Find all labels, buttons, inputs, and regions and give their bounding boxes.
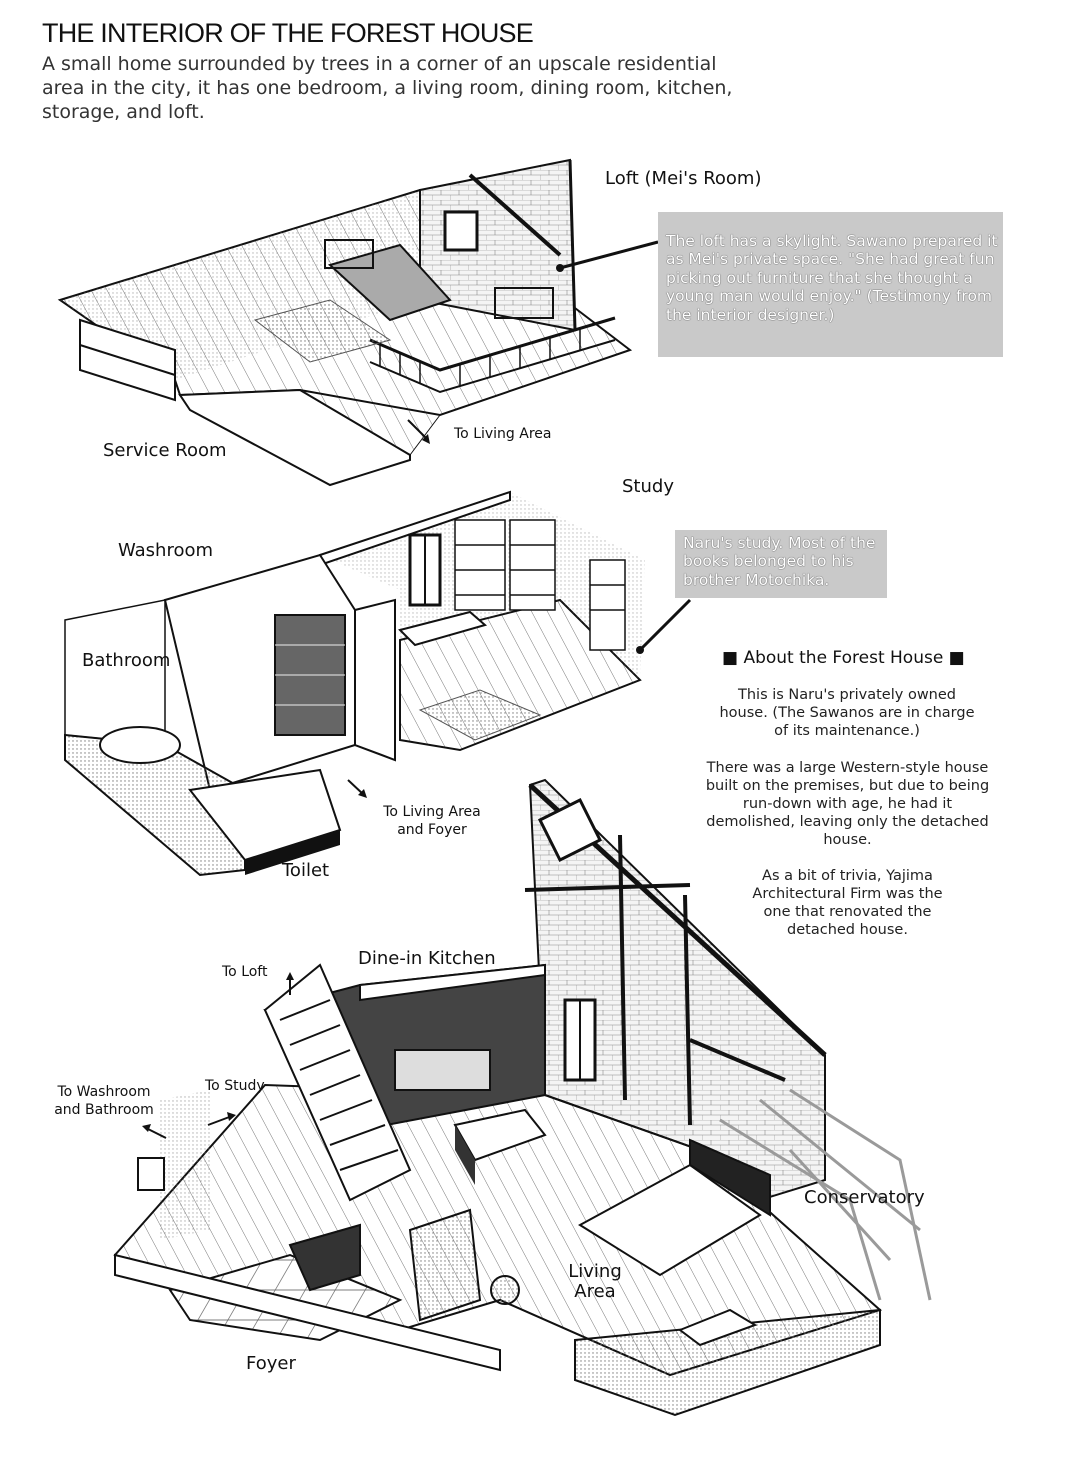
study-callout: [675, 530, 887, 598]
loft-callout-text: The loft has a skylight. Sawano prepared it as Mei's private space. "She had great fun picking out furniture that she thought a young man would enjoy." (Testimony from the interior designer.): [666, 232, 998, 324]
study-callout-text: Naru's study. Most of the books belonged to his brother Motochika.: [683, 534, 876, 589]
bathroom-label: Bathroom: [82, 650, 171, 671]
loft-room-label: Loft (Mei's Room): [605, 168, 762, 189]
to-living-area-label: To Living Area: [454, 426, 552, 442]
study-callout-leader: [640, 600, 690, 650]
to-study-label: To Study: [205, 1078, 265, 1094]
about-heading: ■ About the Forest House ■: [722, 648, 965, 668]
to-living-foyer-label: To Living Area and Foyer: [383, 804, 481, 838]
about-paragraph-1: This is Naru's privately owned house. (The Sawanos are in charge of its maintenance.): [719, 687, 975, 739]
study-label: Study: [622, 476, 674, 497]
page-subtitle: A small home surrounded by trees in a corner of an upscale residential area in the city, it has one bedroom, a living room, dining room, kitchen, storage, and loft.: [42, 53, 733, 123]
loft-callout: [658, 212, 1003, 357]
service-room-label: Service Room: [103, 440, 227, 461]
page-title: THE INTERIOR OF THE FOREST HOUSE: [42, 18, 533, 48]
foyer-label: Foyer: [246, 1353, 296, 1374]
to-washroom-label: To Washroom and Bathroom: [54, 1084, 154, 1118]
about-paragraph-2: There was a large Western-style house built on the premises, but due to being run-down with age, he had it demolished, leaving only the detached house.: [705, 760, 990, 848]
living-area-label: Living Area: [568, 1261, 622, 1302]
washroom-label: Washroom: [118, 540, 214, 561]
loft-callout-leader: [560, 242, 658, 268]
kitchen-label: Dine-in Kitchen: [358, 948, 496, 969]
about-paragraph-3: As a bit of trivia, Yajima Architectural Firm was the one that renovated the detached house.: [752, 868, 943, 938]
conservatory-label: Conservatory: [804, 1187, 925, 1208]
arrow-down-right-icon: [348, 780, 367, 798]
to-loft-label: To Loft: [222, 964, 268, 980]
toilet-label: Toilet: [282, 860, 330, 881]
